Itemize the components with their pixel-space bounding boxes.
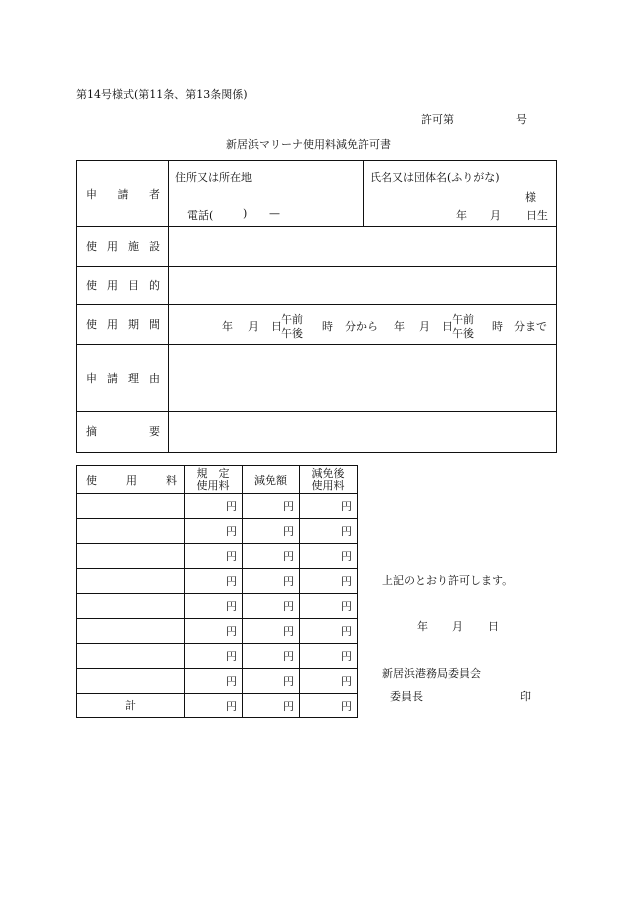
fee-header-reduction: 減免額 [254, 473, 287, 487]
period-start-from: 分から [345, 320, 378, 333]
fee-total-after[interactable]: 円 [341, 699, 352, 713]
period-end-to: 分まで [514, 320, 547, 333]
period-start-pm: 午後 [281, 327, 303, 340]
fee-row-7-standard[interactable]: 円 [226, 649, 237, 663]
phone-dash: — [269, 207, 280, 220]
approval-org: 新居浜港務局委員会 [382, 667, 481, 680]
birth-month: 月 [490, 209, 501, 222]
summary-field[interactable] [169, 412, 555, 450]
phone-paren-close: ) [243, 207, 248, 220]
fee-row-2-after[interactable]: 円 [341, 524, 352, 538]
fee-row-4-item[interactable] [77, 568, 184, 593]
fee-header-after: 減免後 使用料 [311, 466, 345, 492]
label-purpose: 使 用 目 的 [86, 279, 160, 292]
period-end-hour: 時 [492, 320, 503, 333]
fee-total-standard[interactable]: 円 [226, 699, 237, 713]
fee-row-2-standard[interactable]: 円 [226, 524, 237, 538]
purpose-field[interactable] [169, 267, 555, 303]
fee-row-6-reduction[interactable]: 円 [283, 624, 294, 638]
period-end-pm: 午後 [452, 327, 474, 340]
fee-row-1-item[interactable] [77, 493, 184, 518]
fee-row-8-item[interactable] [77, 668, 184, 693]
address-field[interactable] [169, 183, 362, 203]
fee-row-7-reduction[interactable]: 円 [283, 649, 294, 663]
period-start-month: 月 [248, 320, 259, 333]
fee-row-4-reduction[interactable]: 円 [283, 574, 294, 588]
period-start-day: 日 [271, 320, 282, 333]
period-start-year: 年 [222, 320, 233, 333]
approval-month: 月 [452, 620, 463, 633]
fee-row-1-reduction[interactable]: 円 [283, 499, 294, 513]
label-facility: 使 用 施 設 [86, 240, 160, 253]
permit-number-suffix: 号 [516, 113, 527, 126]
fee-total-reduction[interactable]: 円 [283, 699, 294, 713]
permit-number-prefix: 許可第 [421, 113, 454, 126]
fee-table [76, 465, 358, 718]
fee-row-3-after[interactable]: 円 [341, 549, 352, 563]
fee-row-8-reduction[interactable]: 円 [283, 674, 294, 688]
approval-year: 年 [417, 620, 428, 633]
fee-row-1-standard[interactable]: 円 [226, 499, 237, 513]
approval-day: 日 [488, 620, 499, 633]
fee-row-5-standard[interactable]: 円 [226, 599, 237, 613]
birth-day-suffix: 日生 [526, 209, 548, 222]
fee-row-3-item[interactable] [77, 543, 184, 568]
honorific: 様 [525, 191, 536, 204]
fee-row-3-reduction[interactable]: 円 [283, 549, 294, 563]
fee-row-8-after[interactable]: 円 [341, 674, 352, 688]
fee-total-label: 計 [125, 699, 136, 712]
address-label: 住所又は所在地 [175, 171, 252, 184]
fee-row-2-item[interactable] [77, 518, 184, 543]
fee-row-3-standard[interactable]: 円 [226, 549, 237, 563]
application-form [76, 160, 557, 453]
label-summary: 摘 要 [86, 425, 160, 438]
fee-row-8-standard[interactable]: 円 [226, 674, 237, 688]
document-title: 新居浜マリーナ使用料減免許可書 [226, 138, 391, 151]
fee-header-standard: 規 定 使用料 [196, 466, 230, 492]
form-number: 第14号様式(第11条、第13条関係) [76, 88, 248, 101]
approval-statement: 上記のとおり許可します。 [382, 574, 514, 587]
approval-chair: 委員長 [390, 690, 423, 703]
fee-row-7-item[interactable] [77, 643, 184, 668]
period-end-day: 日 [442, 320, 453, 333]
phone-label: 電話( [187, 209, 214, 222]
label-period: 使 用 期 間 [86, 318, 160, 331]
name-field[interactable] [364, 183, 549, 203]
period-end-am: 午前 [452, 313, 474, 326]
fee-row-5-after[interactable]: 円 [341, 599, 352, 613]
fee-row-6-item[interactable] [77, 618, 184, 643]
period-start-hour: 時 [322, 320, 333, 333]
facility-field[interactable] [169, 227, 555, 265]
fee-row-5-reduction[interactable]: 円 [283, 599, 294, 613]
fee-row-6-after[interactable]: 円 [341, 624, 352, 638]
fee-row-2-reduction[interactable]: 円 [283, 524, 294, 538]
fee-row-1-after[interactable]: 円 [341, 499, 352, 513]
fee-row-6-standard[interactable]: 円 [226, 624, 237, 638]
period-end-month: 月 [419, 320, 430, 333]
period-end-year: 年 [394, 320, 405, 333]
period-start-am: 午前 [281, 313, 303, 326]
fee-row-4-standard[interactable]: 円 [226, 574, 237, 588]
fee-row-5-item[interactable] [77, 593, 184, 618]
fee-row-7-after[interactable]: 円 [341, 649, 352, 663]
fee-row-4-after[interactable]: 円 [341, 574, 352, 588]
label-reason: 申 請 理 由 [86, 371, 160, 385]
name-label: 氏名又は団体名(ふりがな) [370, 171, 500, 184]
fee-header-fee: 使 用 料 [86, 473, 177, 487]
approval-seal: 印 [520, 690, 531, 703]
reason-field[interactable] [169, 345, 555, 410]
birth-year: 年 [456, 209, 467, 222]
label-applicant: 申 請 者 [86, 187, 160, 201]
